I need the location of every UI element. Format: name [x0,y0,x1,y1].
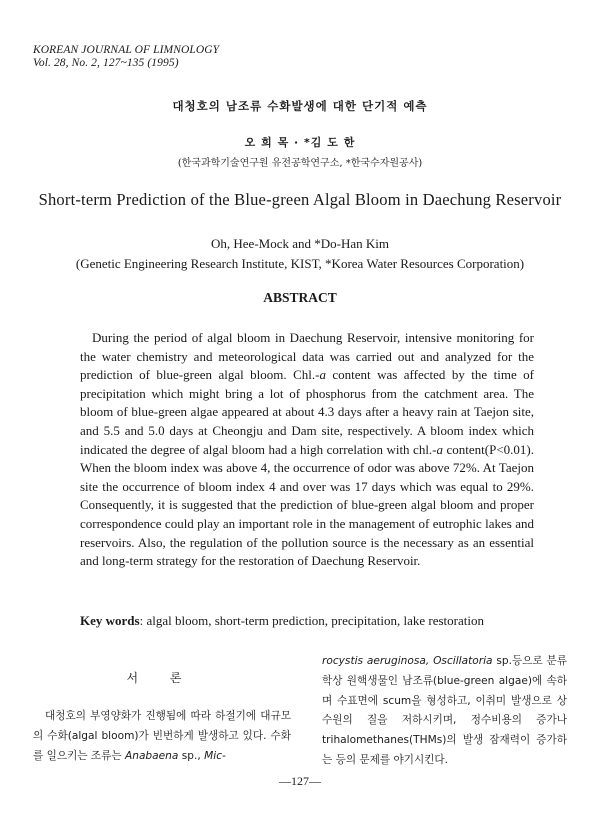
intro-right-column [322,652,567,771]
keywords [80,613,540,629]
english-affiliation: (Genetic Engineering Research Institute, KIST, *Korea Water Resources Corporation) [75,256,525,271]
keywords-text: : algal bloom, short-term prediction, precipitation, lake restoration [139,613,484,628]
intro-right-italic: rocystis aeruginosa, Oscillatoria [322,655,493,667]
intro-heading: 서 론 [126,671,196,685]
abstract-heading: ABSTRACT [263,290,337,305]
intro-left-italic-2: Mic- [204,749,226,762]
journal-header [33,44,219,70]
korean-authors: 오 희 목 · *김 도 한 [244,136,356,149]
abstract-italic-a-1: a [319,367,326,383]
intro-left-italic-1: Anabaena [124,749,179,762]
abstract-text-3: content(P<0.01). When the bloom index was above 4, the occurrence of odor was above 72%. At Taejon site the occurrence of bloom index 4 and over was 17 days which was equal to 29%. Consequently, it is suggested that the prediction of blue-green algal bloom and proper correspondence could play an important role in the management of eutrophic lakes and reservoirs. Also, the regulation of the pollution source is the necessary as an essential and long-term strategy for the restoration of Daechung Reservoir. [80,441,534,569]
korean-title: 대청호의 남조류 수화발생에 대한 단기적 예측 [172,99,428,113]
intro-left-text: 대청호의 부영양화가 진행됨에 따라 하절기에 대규모의 수화(algal bloom)가 빈번하게 발생하고 있다. 수화를 일으키는 조류는 [33,710,291,762]
intro-left-text-2: sp., [178,749,205,762]
korean-affiliation: (한국과학기술연구원 유전공학연구소, *한국수자원공사) [177,158,423,169]
journal-name: KOREAN JOURNAL OF LIMNOLOGY [33,44,220,56]
abstract-italic-a-2: a [436,441,444,457]
english-title: Short-term Prediction of the Blue-green Algal Bloom in Daechung Reservoir [38,190,562,209]
page-number: —127— [279,774,321,788]
keywords-label: Key words [80,613,140,628]
abstract-text-1: During the period of algal bloom in Daechung Reservoir, intensive monitoring for the water chemistry and meteorological data was carried out and analyzed for the prediction of blue-green algal bloom. Chl.- [80,330,534,383]
intro-right-text: sp.등으로 분류학상 원핵생물인 남조류(blue-green algae)에 속하며 수표면에 scum을 형성하고, 이취미 발생으로 상수원의 질을 저하시키며, 정수비용의 증가나 trihalomethanes(THMs)의 발생 잠재력이 증가하는 등의 문제를 야기시킨다. [322,655,567,766]
abstract-text-2: content was affected by the time of precipitation which might bring a lot of phosphorus from the catchment area. The bloom of blue-green algae appeared at about 4.3 days after a heavy rain at Taejon site, and 5.5 and 5.0 days at Cheongju and Dam site, respectively. A bloom index which indicated the degree of algal bloom had a high correlation with chl.- [80,367,534,457]
journal-citation: Vol. 28, No. 2, 127~135 (1995) [33,57,179,69]
abstract-body [80,329,534,571]
intro-left-column [33,707,291,766]
english-authors: Oh, Hee-Mock and *Do-Han Kim [211,236,389,251]
